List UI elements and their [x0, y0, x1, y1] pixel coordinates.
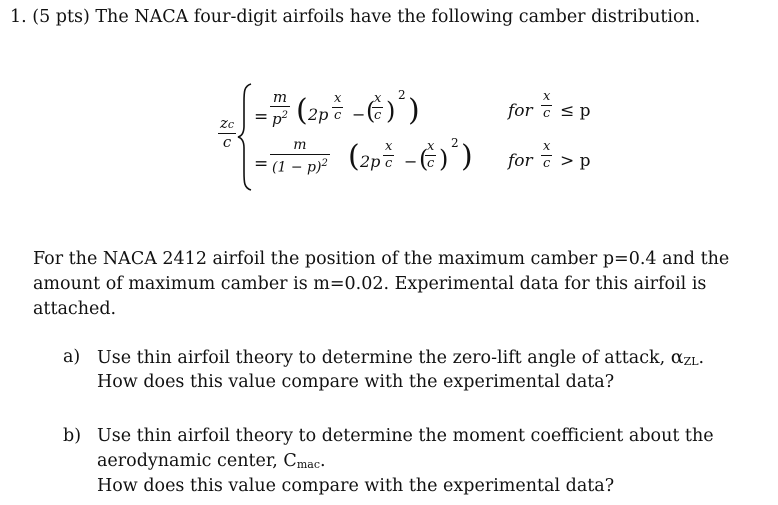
case1-cond-x: x: [543, 89, 551, 104]
case2-sq-fraction: [425, 140, 436, 171]
statement-line-2: amount of maximum camber is m=0.02. Experimental data for this airfoil is: [33, 274, 707, 294]
case1-cond-c: c: [543, 106, 551, 121]
case2-coef-denominator: (1 − p): [272, 159, 322, 176]
case2-inner-close-paren: ): [439, 145, 449, 173]
statement-line-1: For the NACA 2412 airfoil the position of the maximum camber p=0.4 and the: [33, 249, 730, 269]
case2-condition: > p: [560, 151, 591, 171]
case2-sq-denominator: c: [427, 156, 435, 171]
case1-open-paren: (: [296, 93, 308, 128]
case2-cond-c: c: [543, 156, 551, 171]
part-b-line-2-end: .: [319, 451, 326, 471]
case1-x-denominator: c: [334, 108, 342, 123]
case2-close-paren: ): [461, 139, 473, 174]
case1-inner-open-paren: (: [366, 97, 376, 125]
case1-minus: −: [352, 105, 366, 124]
case1-coef-denominator: p: [272, 110, 282, 128]
case2-two-p: 2p: [360, 152, 381, 171]
case1-cond-fraction: [541, 90, 552, 121]
case1-two-p: 2p: [308, 105, 329, 124]
case1-coefficient: [270, 90, 290, 127]
case2-coefficient: [270, 138, 330, 176]
case1-sq-denominator: c: [374, 108, 382, 123]
case1-sq-numerator: x: [374, 91, 382, 106]
case2-sq-numerator: x: [427, 139, 435, 154]
problem-title: 1. (5 pts) The NACA four-digit airfoils have the following camber distribution.: [10, 7, 701, 27]
case1-close-paren: ): [408, 93, 420, 128]
case2-open-paren: (: [348, 139, 360, 174]
case1-for: for: [508, 101, 533, 121]
case2-equals: =: [254, 154, 269, 174]
lhs-denominator: c: [222, 133, 232, 151]
case2-sq-sup: 2: [451, 136, 459, 150]
case2-coef-den-sup: 2: [321, 158, 328, 169]
case1-sq-sup: 2: [398, 88, 406, 102]
part-b-line-1: Use thin airfoil theory to determine the moment coefficient about the: [97, 426, 714, 446]
cmac-subscript: mac: [296, 458, 320, 471]
part-a-line-1-end: .: [698, 348, 705, 368]
case2-x-over-c: [383, 140, 394, 171]
case1-inner-close-paren: ): [386, 97, 396, 125]
case1-equals: =: [254, 107, 269, 127]
case1-condition: ≤ p: [560, 101, 591, 121]
case2-minus: −: [404, 152, 418, 171]
part-b-line-2-text: aerodynamic center, C: [97, 451, 297, 471]
case2-for: for: [508, 151, 533, 171]
case1-x-over-c: [332, 92, 343, 123]
left-brace: [236, 82, 254, 192]
case2-x-numerator: x: [385, 139, 393, 154]
case2-inner-open-paren: (: [419, 145, 429, 173]
part-b-line-2: [97, 449, 326, 477]
statement-line-3: attached.: [33, 299, 117, 319]
case1-coef-numerator: m: [272, 88, 288, 106]
part-b-label: b): [63, 426, 82, 446]
lhs-numerator: z: [220, 114, 228, 132]
case1-sq-fraction: [372, 92, 383, 123]
part-b-line-3: How does this value compare with the experimental data?: [97, 476, 615, 496]
case1-coef-den-sup: 2: [281, 110, 288, 121]
case1-x-numerator: x: [334, 91, 342, 106]
case2-x-denominator: c: [385, 156, 393, 171]
lhs-fraction: [218, 116, 236, 150]
lhs-numerator-sub: c: [227, 118, 235, 131]
case2-cond-fraction: [541, 140, 552, 171]
part-a-line-1-text: Use thin airfoil theory to determine the zero-lift angle of attack,: [97, 348, 666, 368]
part-a-line-2: How does this value compare with the experimental data?: [97, 372, 615, 392]
case2-cond-x: x: [543, 139, 551, 154]
alpha-subscript: ZL: [683, 355, 699, 368]
case2-coef-numerator: m: [293, 137, 307, 153]
alpha-symbol: α: [670, 346, 684, 368]
part-a-label: a): [63, 347, 81, 367]
